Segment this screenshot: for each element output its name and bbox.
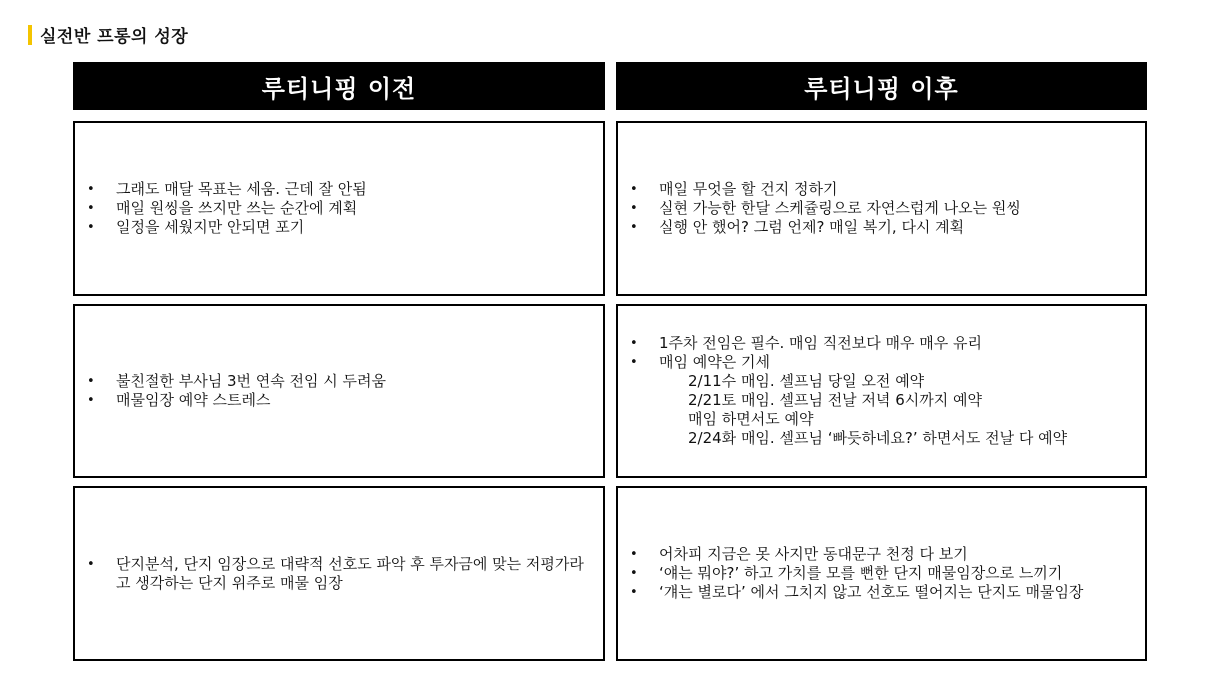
list-item: • 어차피 지금은 못 사지만 동대문구 천정 다 보기 bbox=[630, 545, 1135, 564]
list-subitem: 2/11수 매임. 셀프님 당일 오전 예약 bbox=[688, 372, 925, 390]
header-before: 루티니핑 이전 bbox=[73, 62, 605, 110]
list-subitem: 매임 하면서도 예약 bbox=[688, 410, 814, 428]
list-item: • 그래도 매달 목표는 세움. 근데 잘 안됨 bbox=[87, 180, 593, 199]
list-item: • 불친절한 부사님 3번 연속 전임 시 두려움 bbox=[87, 372, 593, 391]
header-after: 루티니핑 이후 bbox=[616, 62, 1147, 110]
row1-after-list bbox=[630, 180, 1135, 237]
row3-after-list bbox=[630, 545, 1135, 602]
row3-after-cell bbox=[616, 486, 1147, 661]
list-item: • 매일 무엇을 할 건지 정하기 bbox=[630, 180, 1135, 199]
list-item: • ‘얘는 뭐야?’ 하고 가치를 모를 뻔한 단지 매물임장으로 느끼기 bbox=[630, 564, 1135, 583]
row1-before-cell bbox=[73, 121, 605, 296]
page-title-bar bbox=[28, 22, 188, 47]
list-item: • 일정을 세웠지만 안되면 포기 bbox=[87, 218, 593, 237]
row2-before-cell bbox=[73, 304, 605, 478]
list-item: • 매임 예약은 기세 bbox=[630, 353, 1135, 372]
title-accent-bar bbox=[28, 25, 32, 45]
row2-before-list bbox=[87, 372, 593, 410]
row2-after-list bbox=[630, 334, 1135, 448]
page-title: 실전반 프롱의 성장 bbox=[40, 27, 189, 47]
list-item: • 단지분석, 단지 임장으로 대략적 선호도 파악 후 투자금에 맞는 저평가라고 생각하는 단지 위주로 매물 임장 bbox=[87, 555, 593, 593]
row1-before-list bbox=[87, 180, 593, 237]
list-item: • 1주차 전임은 필수. 매임 직전보다 매우 매우 유리 bbox=[630, 334, 1135, 353]
list-item: • 매일 원씽을 쓰지만 쓰는 순간에 계획 bbox=[87, 199, 593, 218]
row1-after-cell bbox=[616, 121, 1147, 296]
list-subitem: 2/21토 매임. 셀프님 전날 저녁 6시까지 예약 bbox=[688, 391, 982, 409]
list-subitem: 2/24화 매임. 셀프님 ‘빠듯하네요?’ 하면서도 전날 다 예약 bbox=[688, 429, 1068, 447]
list-item: • 매물임장 예약 스트레스 bbox=[87, 391, 593, 410]
list-item: • 실현 가능한 한달 스케쥴링으로 자연스럽게 나오는 원씽 bbox=[630, 199, 1135, 218]
row3-before-cell bbox=[73, 486, 605, 661]
row2-after-cell bbox=[616, 304, 1147, 478]
list-item: • 실행 안 했어? 그럼 언제? 매일 복기, 다시 계획 bbox=[630, 218, 1135, 237]
row3-before-list bbox=[87, 555, 593, 593]
list-item: • ‘걔는 별로다’ 에서 그치지 않고 선호도 떨어지는 단지도 매물임장 bbox=[630, 583, 1135, 602]
